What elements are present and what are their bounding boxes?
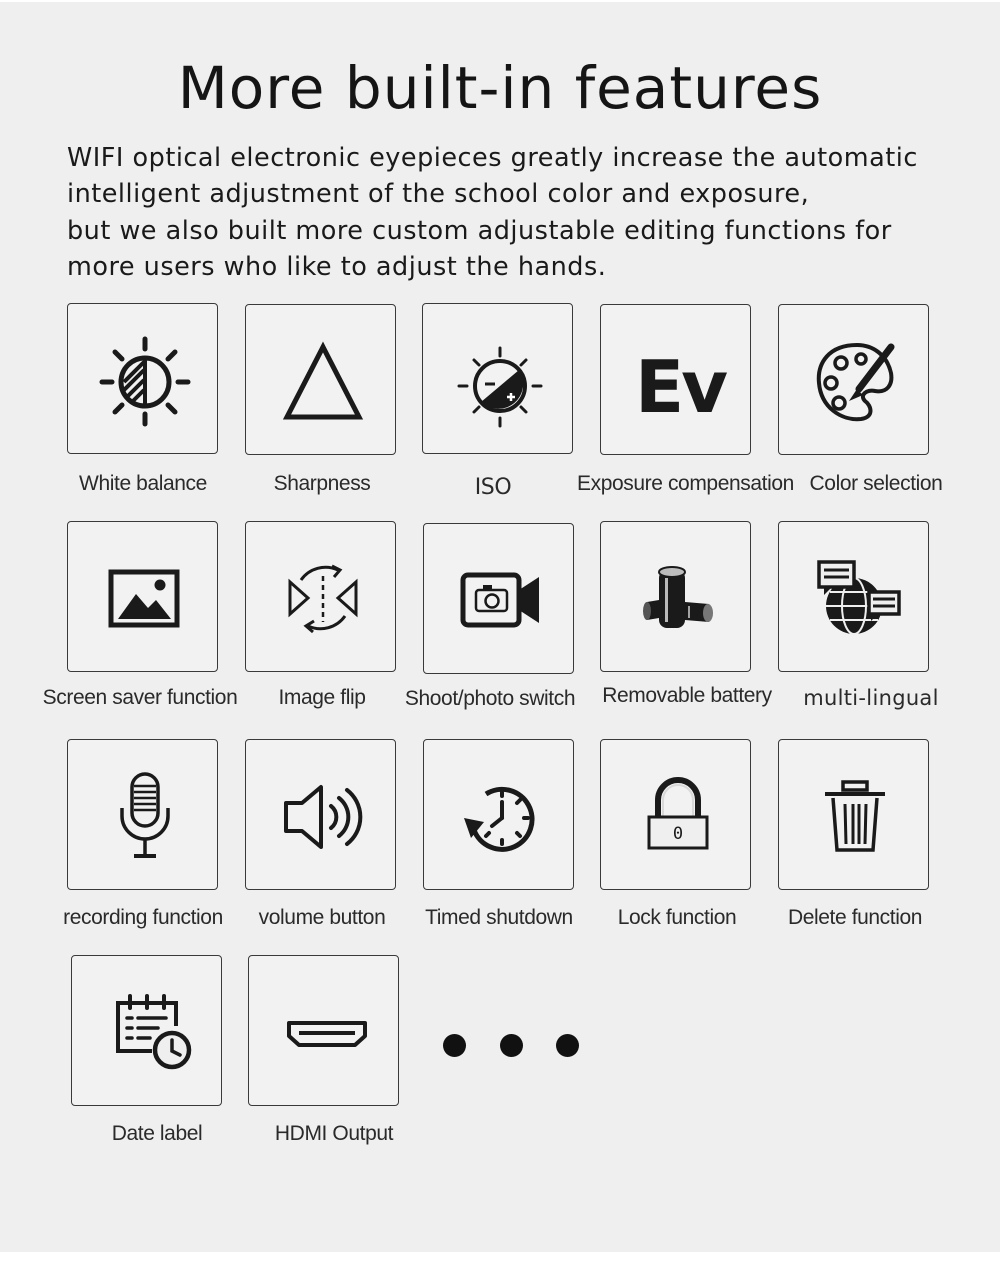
feature-label: Lock function [617,906,737,929]
ellipsis-dot [443,1034,466,1057]
feature-volume [245,739,396,890]
description [67,140,967,285]
palette-icon [779,305,927,453]
feature-label: ISO [474,475,512,500]
globe-chat-icon [779,522,927,670]
feature-label: Image flip [278,686,366,709]
feature-iso [422,303,573,454]
microphone-icon [68,740,216,888]
flip-icon [246,522,394,670]
camera-video-icon [424,524,572,672]
feature-sharpness [245,304,396,455]
feature-label: Screen saver function [42,686,238,709]
description-line: WIFI optical electronic eyepieces greatly increase the automatic [67,143,918,173]
trash-icon [779,740,927,888]
feature-multi-lingual [778,521,929,672]
more-features-ellipsis [440,1034,590,1064]
feature-label: Removable battery [602,684,772,707]
feature-image-flip [245,521,396,672]
feature-color-selection [778,304,929,455]
feature-label: recording function [63,906,223,929]
description-line: more users who like to adjust the hands. [67,251,607,282]
iso-sun-icon [423,304,571,452]
lock-icon [601,740,749,888]
feature-label: Color selection [809,472,943,495]
feature-timed-shutdown [423,739,574,890]
feature-date-label [71,955,222,1106]
ellipsis-dot [556,1034,579,1057]
feature-exposure-compensation [600,304,751,455]
feature-label: Date label [111,1122,203,1145]
feature-label: White balance [79,472,207,495]
ellipsis-dot [500,1034,523,1057]
feature-shoot-photo-switch [423,523,574,674]
ev-icon-text: Ev [634,345,726,429]
timer-icon [424,740,572,888]
image-icon [68,522,216,670]
lock-icon-digit: 0 [672,824,684,844]
feature-label: Exposure compensation [577,472,794,495]
features-page [0,2,1000,1252]
feature-label: volume button [258,906,386,929]
triangle-icon [246,305,394,453]
feature-label: HDMI Output [274,1122,394,1145]
feature-recording [67,739,218,890]
feature-lock [600,739,751,890]
feature-removable-battery [600,521,751,672]
white-balance-icon [68,304,216,452]
feature-label: Sharpness [273,472,371,495]
calendar-clock-icon [72,956,220,1104]
hdmi-icon [249,956,397,1104]
feature-label: Timed shutdown [425,906,573,929]
description-line: intelligent adjustment of the school color and exposure, [67,179,810,210]
page-title: More built-in features [177,54,823,122]
battery-icon [601,522,749,670]
feature-screen-saver [67,521,218,672]
feature-label: multi-lingual [803,686,939,710]
description-line: but we also built more custom adjustable editing functions for [67,215,892,246]
feature-delete [778,739,929,890]
feature-label: Shoot/photo switch [404,687,576,710]
feature-label: Delete function [787,906,923,929]
speaker-icon [246,740,394,888]
ev-icon [601,305,749,453]
feature-hdmi-output [248,955,399,1106]
feature-white-balance [67,303,218,454]
